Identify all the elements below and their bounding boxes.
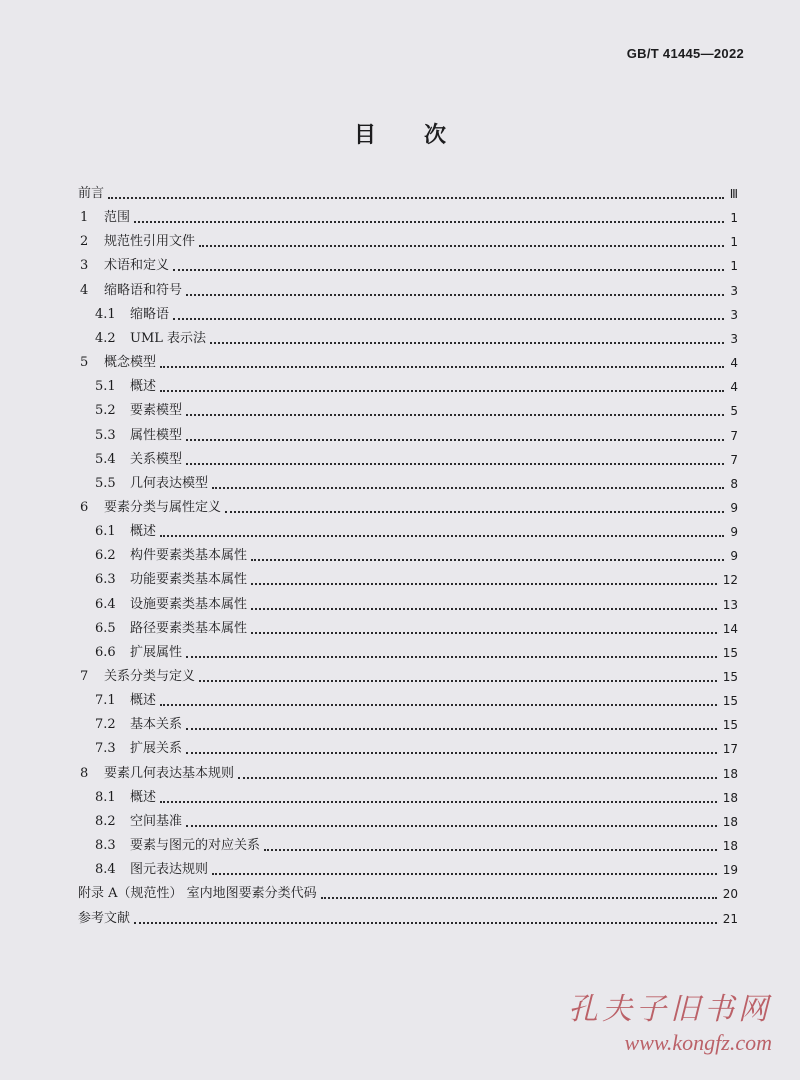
toc-dot-leader xyxy=(160,704,717,706)
toc-entry[interactable] xyxy=(0,666,800,688)
toc-entry[interactable] xyxy=(0,883,800,905)
toc-entry-page: 4 xyxy=(730,356,738,371)
toc-entry-label: 概述 xyxy=(130,524,157,540)
toc-entry-number: 5 xyxy=(80,355,89,371)
toc-dot-leader xyxy=(186,752,717,754)
toc-dot-leader xyxy=(186,728,717,730)
toc-entry[interactable] xyxy=(0,352,800,374)
toc-entry-number: 5.2 xyxy=(95,403,116,419)
toc-entry-label: 要素与图元的对应关系 xyxy=(130,838,261,854)
toc-dot-leader xyxy=(186,294,724,296)
toc-entry-label: 概述 xyxy=(130,789,157,805)
toc-entry-number: 6.2 xyxy=(95,548,116,564)
toc-entry-number: 6.1 xyxy=(95,524,116,540)
toc-entry-label: 功能要素类基本属性 xyxy=(130,572,248,588)
toc-entry-number: 5.3 xyxy=(95,427,116,443)
toc-entry[interactable] xyxy=(0,304,800,326)
toc-entry-label: 附录 A（规范性） 室内地图要素分类代码 xyxy=(78,886,317,902)
toc-dot-leader xyxy=(199,245,724,247)
toc-entry[interactable] xyxy=(0,642,800,664)
toc-entry-label: 关系分类与定义 xyxy=(104,669,196,684)
toc-dot-leader xyxy=(251,583,717,585)
toc-entry-page: 7 xyxy=(730,428,738,443)
toc-entry-number: 8 xyxy=(80,765,89,781)
toc-entry[interactable] xyxy=(0,473,800,495)
toc-entry[interactable] xyxy=(0,714,800,736)
toc-entry-number: 1 xyxy=(80,210,89,226)
toc-entry-number: 2 xyxy=(80,234,89,250)
toc-entry[interactable] xyxy=(0,618,800,640)
toc-entry-number: 6.6 xyxy=(95,644,116,660)
toc-entry-label: 概述 xyxy=(130,693,157,709)
toc-entry-label: 属性模型 xyxy=(130,427,183,443)
toc-entry[interactable] xyxy=(0,908,800,930)
toc-entry-label: 范围 xyxy=(104,210,131,226)
toc-entry-number: 5.5 xyxy=(95,475,116,491)
toc-entry-number: 7 xyxy=(80,669,89,684)
toc-entry[interactable] xyxy=(0,255,800,277)
toc-entry-number: 3 xyxy=(80,258,89,274)
toc-dot-leader xyxy=(186,825,717,827)
toc-entry[interactable] xyxy=(0,231,800,253)
toc-entry[interactable] xyxy=(0,449,800,471)
toc-entry-page: 20 xyxy=(722,887,738,902)
toc-entry-number: 8.2 xyxy=(95,813,116,829)
watermark-url: www.kongfz.com xyxy=(624,1030,772,1055)
toc-dot-leader xyxy=(173,318,724,320)
toc-entry[interactable] xyxy=(0,280,800,302)
toc-entry-number: 4 xyxy=(80,282,89,298)
toc-entry-page: 7 xyxy=(730,452,738,467)
toc-entry-page: 18 xyxy=(722,839,738,854)
toc-entry-label: 概述 xyxy=(130,379,157,395)
toc-entry-number: 6.3 xyxy=(95,572,116,588)
toc-entry-page: 9 xyxy=(730,500,738,515)
toc-entry-label: 缩略语和符号 xyxy=(104,282,183,298)
toc-entry[interactable] xyxy=(0,835,800,857)
toc-entry-label: 术语和定义 xyxy=(104,258,170,274)
toc-entry-label: 参考文献 xyxy=(78,910,131,926)
toc-entry-page: 19 xyxy=(722,863,738,878)
toc-entry-page: 13 xyxy=(722,597,738,612)
toc-entry[interactable] xyxy=(0,763,800,785)
toc-entry-label: 要素分类与属性定义 xyxy=(104,499,222,515)
toc-entry-number: 5.1 xyxy=(95,379,116,395)
toc-dot-leader xyxy=(251,608,717,610)
toc-entry[interactable] xyxy=(0,521,800,543)
toc-entry-page: 12 xyxy=(722,573,738,588)
toc-entry-page: 15 xyxy=(722,718,738,733)
toc-entry-number: 7.2 xyxy=(95,717,116,733)
watermark xyxy=(568,984,772,1056)
toc-entry-label: 空间基准 xyxy=(130,813,183,829)
toc-entry[interactable] xyxy=(0,425,800,447)
toc-entry-page: 15 xyxy=(722,694,738,709)
toc-dot-leader xyxy=(251,559,724,561)
toc-entry-number: 6.4 xyxy=(95,596,116,612)
toc-entry-number: 7.3 xyxy=(95,741,116,757)
toc-dot-leader xyxy=(160,801,717,803)
toc-entry-page: 14 xyxy=(722,621,738,636)
toc-entry[interactable] xyxy=(0,787,800,809)
toc-entry-page: 15 xyxy=(722,645,738,660)
standard-code: GB/T 41445—2022 xyxy=(626,46,744,61)
toc-dot-leader xyxy=(210,342,724,344)
toc-entry[interactable] xyxy=(0,545,800,567)
toc-entry[interactable] xyxy=(0,376,800,398)
toc-entry-number: 5.4 xyxy=(95,451,116,467)
toc-dot-leader xyxy=(160,390,724,392)
toc-dot-leader xyxy=(186,463,724,465)
toc-dot-leader xyxy=(173,269,724,271)
toc-entry[interactable] xyxy=(0,811,800,833)
toc-entry-label: 几何表达模型 xyxy=(130,475,209,491)
toc-entry-label: 缩略语 xyxy=(130,306,170,322)
toc-dot-leader xyxy=(321,897,717,899)
toc-entry[interactable] xyxy=(0,859,800,881)
toc-dot-leader xyxy=(108,197,724,199)
toc-dot-leader xyxy=(264,849,717,851)
toc-entry-number: 8.1 xyxy=(95,789,116,805)
toc-dot-leader xyxy=(186,439,724,441)
toc-entry-label: 图元表达规则 xyxy=(130,862,209,878)
toc-entry-page: 8 xyxy=(730,476,738,491)
toc-entry[interactable] xyxy=(0,738,800,760)
toc-dot-leader xyxy=(225,511,724,513)
toc-entry-page: 1 xyxy=(730,235,738,250)
toc-entry-page: 5 xyxy=(730,404,738,419)
toc-entry-page: 15 xyxy=(722,670,738,684)
toc-entry-number: 8.4 xyxy=(95,862,116,878)
toc-entry[interactable] xyxy=(0,207,800,229)
toc-title: 目次 xyxy=(353,122,494,148)
toc-dot-leader xyxy=(134,221,724,223)
toc-entry-page: 3 xyxy=(730,283,738,298)
toc-entry-number: 8.3 xyxy=(95,838,116,854)
toc-entry-number: 6.5 xyxy=(95,620,116,636)
toc-entry-page: 17 xyxy=(722,742,738,757)
toc-entry-page: 18 xyxy=(722,790,738,805)
toc-entry-label: 关系模型 xyxy=(130,451,183,467)
toc-entry[interactable] xyxy=(0,594,800,616)
toc-entry-label: UML 表示法 xyxy=(130,330,207,346)
toc-dot-leader xyxy=(134,922,717,924)
toc-entry-number: 6 xyxy=(80,499,89,515)
toc-entry-page: 18 xyxy=(722,766,738,781)
toc-entry[interactable] xyxy=(0,400,800,422)
toc-entry-page: 3 xyxy=(730,307,738,322)
toc-entry-page: Ⅲ xyxy=(729,187,738,201)
toc-entry-label: 设施要素类基本属性 xyxy=(130,596,248,612)
toc-dot-leader xyxy=(186,414,724,416)
toc-entry-label: 规范性引用文件 xyxy=(104,234,196,250)
watermark-logo: 孔夫子旧书网 xyxy=(568,992,772,1027)
toc-entry-label: 要素几何表达基本规则 xyxy=(104,765,235,781)
toc-entry[interactable] xyxy=(0,690,800,712)
toc-entry-number: 7.1 xyxy=(95,693,116,709)
toc-entry-label: 扩展属性 xyxy=(130,644,183,660)
toc-entry[interactable] xyxy=(0,328,800,350)
toc-entry-label: 要素模型 xyxy=(130,403,183,419)
toc-dot-leader xyxy=(251,632,717,634)
toc-entry[interactable] xyxy=(0,569,800,591)
toc-entry-number: 4.2 xyxy=(95,330,116,346)
toc-entry-page: 1 xyxy=(730,211,738,226)
toc-entry[interactable] xyxy=(0,497,800,519)
toc-entry-page: 9 xyxy=(730,549,738,564)
toc-entry-label: 基本关系 xyxy=(130,717,183,733)
toc-entry-page: 3 xyxy=(730,331,738,346)
toc-dot-leader xyxy=(160,366,724,368)
toc-entry-label: 路径要素类基本属性 xyxy=(130,620,248,636)
toc-dot-leader xyxy=(199,680,717,682)
toc-entry-page: 1 xyxy=(730,259,738,274)
toc-dot-leader xyxy=(186,656,717,658)
toc-entry[interactable] xyxy=(0,183,800,205)
toc-entry-page: 21 xyxy=(722,911,738,926)
toc-entry-number: 4.1 xyxy=(95,306,116,322)
toc-dot-leader xyxy=(212,873,717,875)
toc-dot-leader xyxy=(238,777,717,779)
toc-entry-page: 9 xyxy=(730,525,738,540)
toc-entry-label: 构件要素类基本属性 xyxy=(130,548,248,564)
toc-entry-label: 概念模型 xyxy=(104,355,157,371)
toc-dot-leader xyxy=(212,487,724,489)
toc-dot-leader xyxy=(160,535,724,537)
toc-entry-page: 18 xyxy=(722,814,738,829)
toc-entry-label: 前言 xyxy=(78,186,105,201)
toc-entry-label: 扩展关系 xyxy=(130,741,183,757)
toc-entry-page: 4 xyxy=(730,380,738,395)
